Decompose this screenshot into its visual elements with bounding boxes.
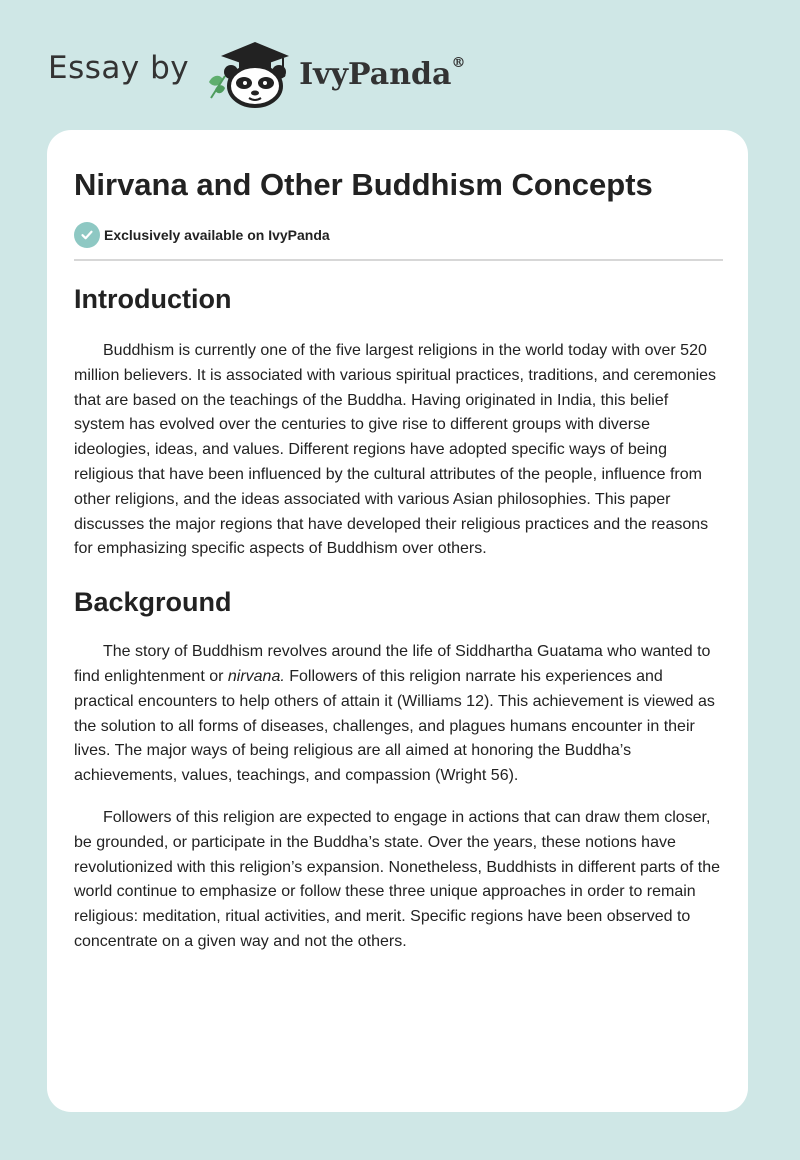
- brand-logo[interactable]: [299, 54, 466, 92]
- section-heading-introduction: Introduction: [74, 284, 232, 314]
- paragraph: [74, 640, 723, 789]
- article-card: [47, 130, 748, 1112]
- article-title: Nirvana and Other Buddhism Concepts: [74, 167, 653, 202]
- paragraph: Followers of this religion are expected to engage in actions that can draw them closer, be grounded, or participate in the Buddha’s state. Over the years, these notions have revolutionized with this religion’s expansion. Nonetheless, Buddhists in different parts of the world continue to emphasize or follow these three unique approaches in order to remain religious: meditation, ritual activities, and merit. Specific regions have been observed to concentrate on a given way and not the others.: [74, 808, 721, 950]
- paragraph-text: Followers of this religion narrate his experiences and practical encounters to help others of attain it (Williams 12). This achievement is viewed as the solution to all forms of diseases, challenges, and plagues humans encounter in their lives. The major ways of being religious are all aimed at honoring the Buddha’s achievements, values, teachings, and compassion (Wright 56).: [74, 667, 715, 785]
- exclusive-badge: [74, 221, 723, 249]
- section-heading-background: Background: [74, 587, 232, 618]
- registered-mark: ®: [451, 54, 466, 71]
- article-content: [74, 130, 723, 955]
- check-circle-icon: [74, 222, 100, 248]
- panda-graduate-logo-icon[interactable]: [203, 38, 295, 108]
- paragraph-italic-term: nirvana.: [227, 667, 285, 685]
- divider: [74, 259, 723, 261]
- paragraph-text: The story of Buddhism revolves around the life of Siddhartha Guatama who wanted to find enlightenment or: [74, 643, 711, 685]
- exclusive-badge-text: Exclusively available on IvyPanda: [104, 227, 330, 243]
- brand-name: IvyPanda: [299, 56, 452, 92]
- essay-by-label: Essay by: [48, 50, 190, 86]
- site-header: [48, 38, 465, 108]
- paragraph: Buddhism is currently one of the five largest religions in the world today with over 520 million believers. It is associated with various spiritual practices, traditions, and ceremonies that are based on the teachings of the Buddha. Having originated in India, this belief system has evolved over the centuries to give rise to different groups with diverse ideologies, ideas, and values. Different regions have adopted specific ways of being religious that have been influenced by the cultural attributes of the people, influence from other religions, and the ideas associated with various Asian philosophies. This paper discusses the major regions that have developed their religious practices and the reasons for emphasizing specific aspects of Buddhism over others.: [74, 342, 717, 558]
